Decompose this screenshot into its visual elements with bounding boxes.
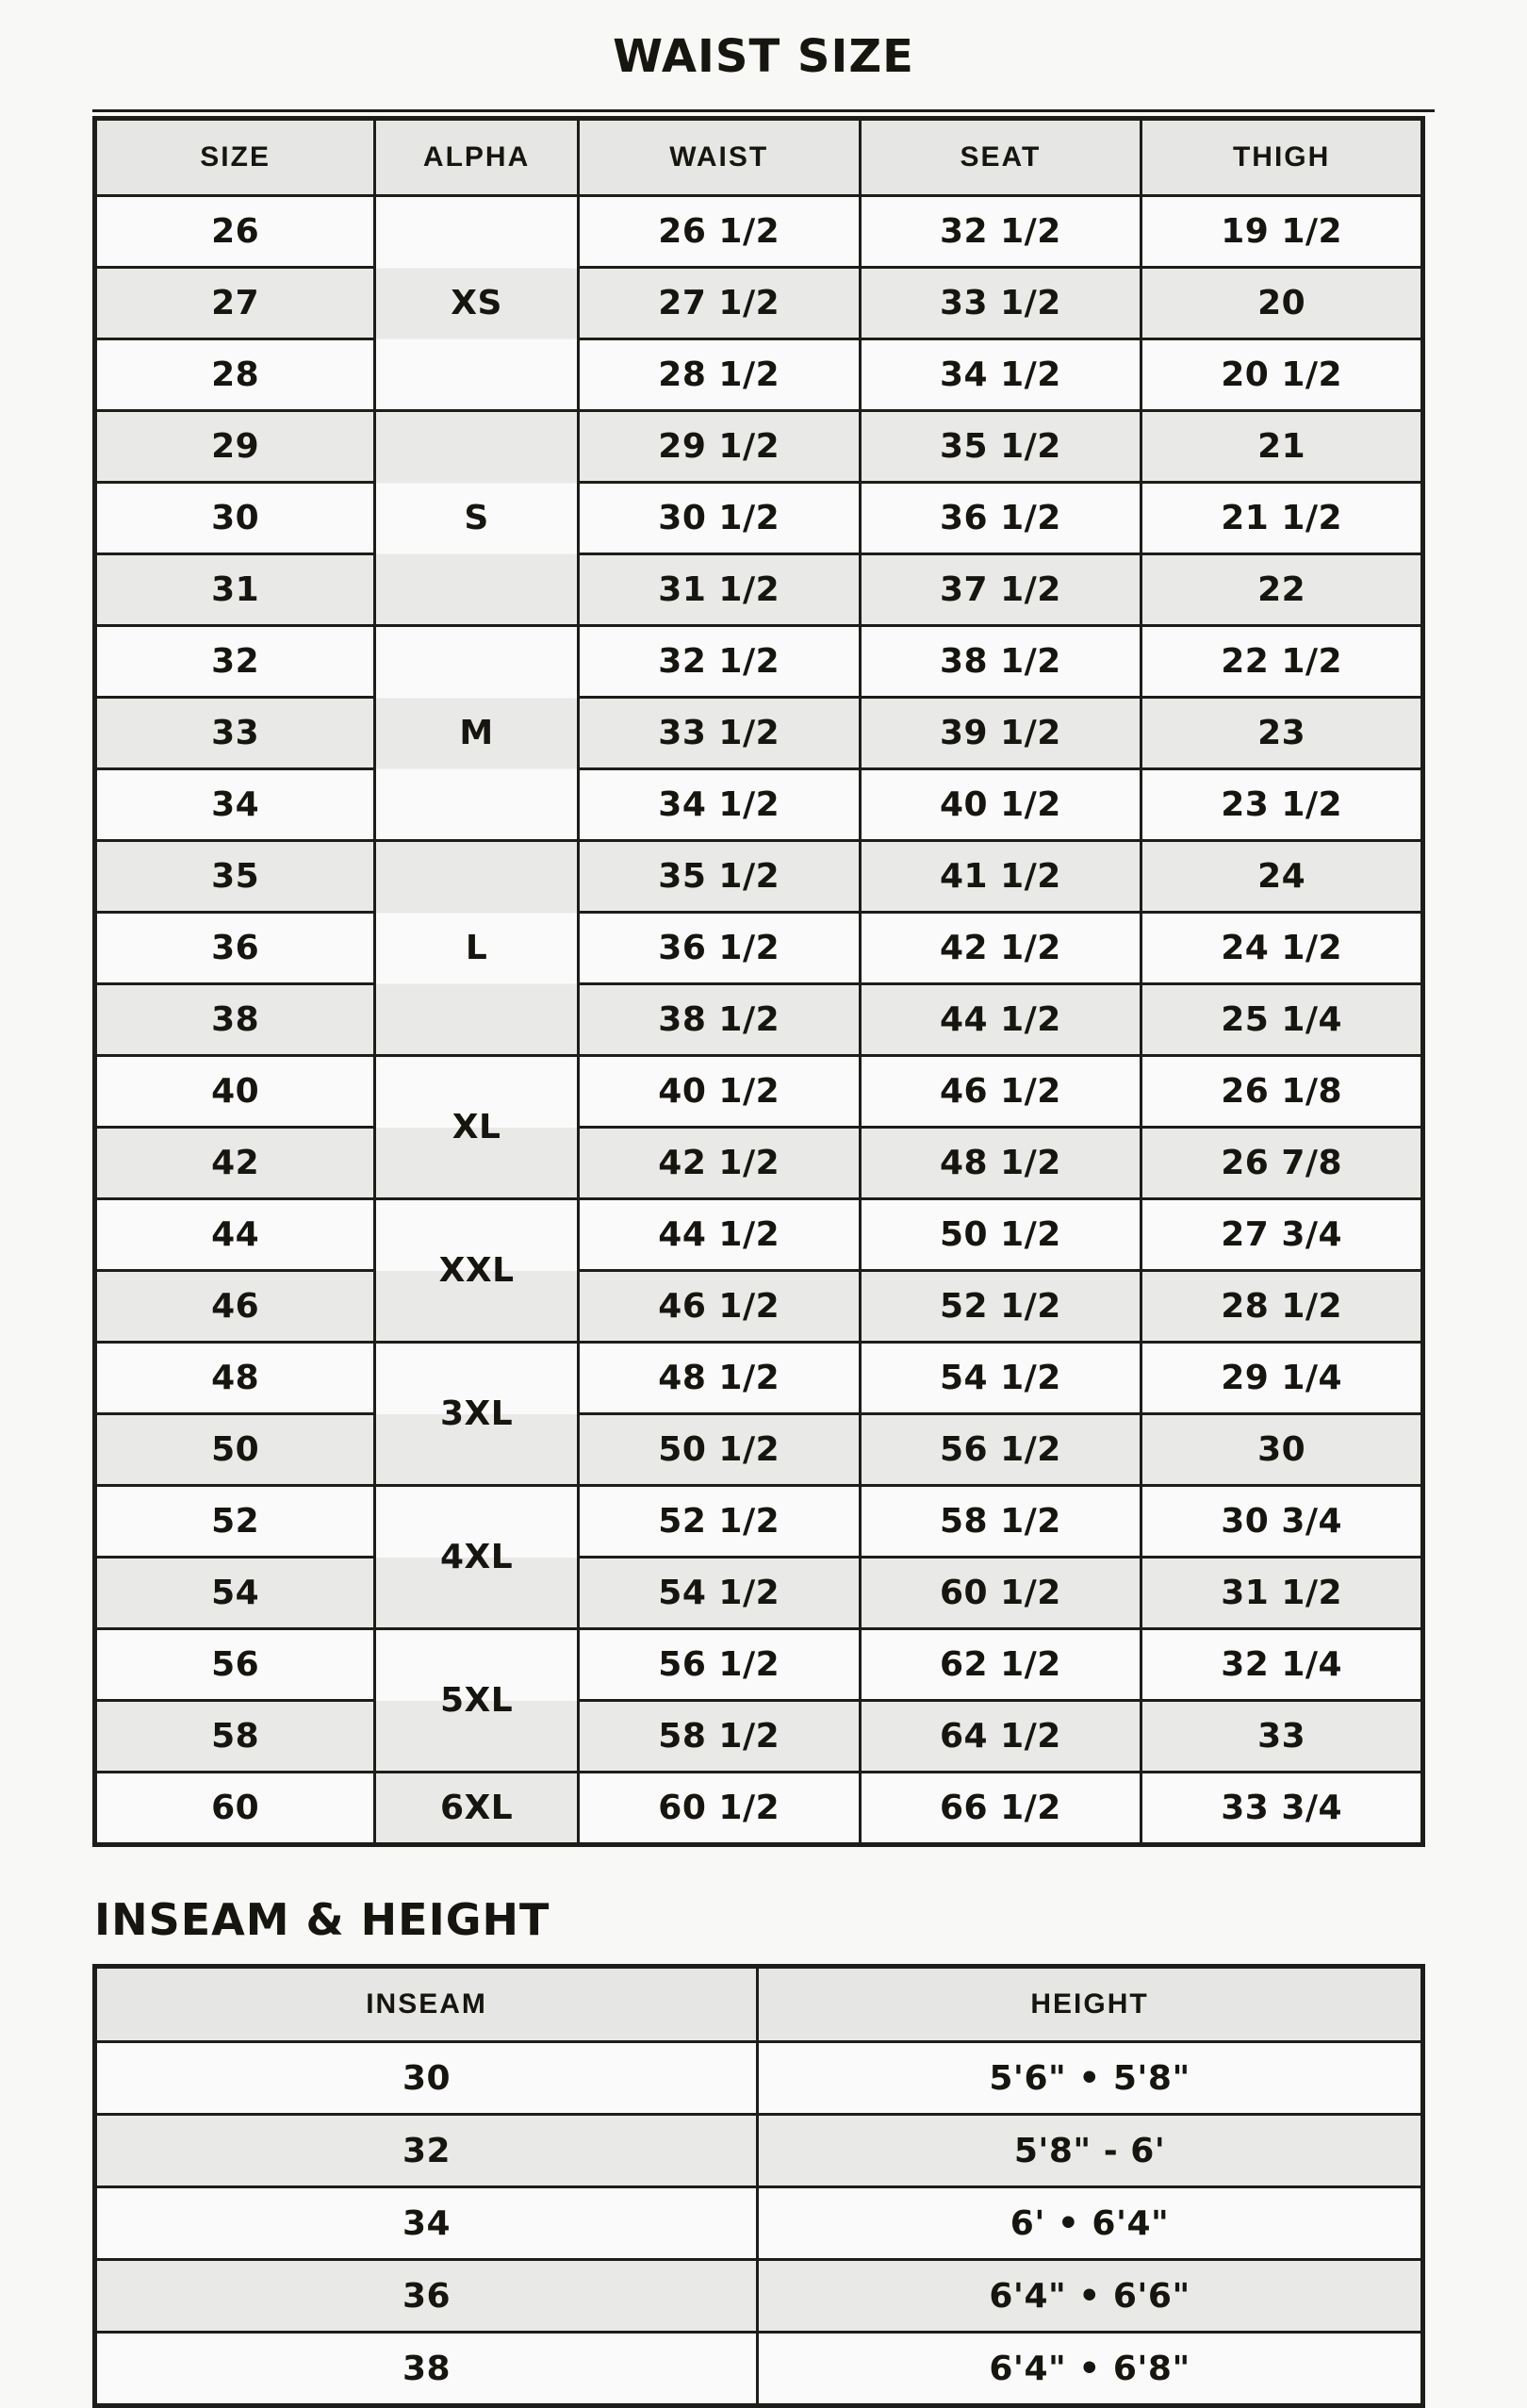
thigh-cell: 23 1/2 [1141, 769, 1423, 841]
size-row [95, 1271, 1423, 1343]
size-row [95, 626, 1423, 698]
seat-cell: 35 1/2 [860, 411, 1141, 483]
size-row [95, 1128, 1423, 1199]
seat-cell: 50 1/2 [860, 1199, 1141, 1271]
thigh-cell: 20 1/2 [1141, 339, 1423, 411]
column-header: HEIGHT [758, 1967, 1423, 2042]
waist-size-table [92, 116, 1425, 1847]
seat-cell: 42 1/2 [860, 913, 1141, 984]
size-cell: 29 [95, 411, 375, 483]
thigh-cell: 19 1/2 [1141, 196, 1423, 268]
alpha-cell: XL [375, 1056, 579, 1199]
alpha-cell: XS [375, 196, 579, 411]
seat-cell: 54 1/2 [860, 1343, 1141, 1414]
inseam-row [95, 2333, 1423, 2406]
thigh-cell: 23 [1141, 698, 1423, 769]
size-row [95, 841, 1423, 913]
size-row [95, 1343, 1423, 1414]
alpha-cell: S [375, 411, 579, 626]
thigh-cell: 33 [1141, 1701, 1423, 1773]
thigh-cell: 26 1/8 [1141, 1056, 1423, 1128]
thigh-cell: 25 1/4 [1141, 984, 1423, 1056]
size-row [95, 1773, 1423, 1845]
seat-cell: 58 1/2 [860, 1486, 1141, 1558]
size-row [95, 1701, 1423, 1773]
seat-cell: 33 1/2 [860, 268, 1141, 339]
waist-cell: 58 1/2 [578, 1701, 860, 1773]
size-row [95, 554, 1423, 626]
size-row [95, 984, 1423, 1056]
alpha-cell: 4XL [375, 1486, 579, 1629]
thigh-cell: 31 1/2 [1141, 1558, 1423, 1629]
inseam-row [95, 2115, 1423, 2187]
waist-cell: 56 1/2 [578, 1629, 860, 1701]
size-cell: 54 [95, 1558, 375, 1629]
seat-cell: 64 1/2 [860, 1701, 1141, 1773]
inseam-row [95, 2042, 1423, 2115]
size-cell: 52 [95, 1486, 375, 1558]
size-cell: 60 [95, 1773, 375, 1845]
size-cell: 26 [95, 196, 375, 268]
alpha-cell: XXL [375, 1199, 579, 1343]
size-cell: 44 [95, 1199, 375, 1271]
seat-cell: 37 1/2 [860, 554, 1141, 626]
seat-cell: 60 1/2 [860, 1558, 1141, 1629]
seat-cell: 52 1/2 [860, 1271, 1141, 1343]
seat-cell: 48 1/2 [860, 1128, 1141, 1199]
column-header: SEAT [860, 119, 1141, 196]
waist-cell: 33 1/2 [578, 698, 860, 769]
seat-cell: 44 1/2 [860, 984, 1141, 1056]
seat-cell: 39 1/2 [860, 698, 1141, 769]
seat-cell: 41 1/2 [860, 841, 1141, 913]
inseam-cell: 36 [95, 2260, 758, 2333]
seat-cell: 46 1/2 [860, 1056, 1141, 1128]
thigh-cell: 30 3/4 [1141, 1486, 1423, 1558]
inseam-cell: 32 [95, 2115, 758, 2187]
size-cell: 32 [95, 626, 375, 698]
size-row [95, 1486, 1423, 1558]
waist-size-title: WAIST SIZE [613, 30, 914, 83]
size-cell: 42 [95, 1128, 375, 1199]
size-cell: 56 [95, 1629, 375, 1701]
column-header: SIZE [95, 119, 375, 196]
size-row [95, 196, 1423, 268]
waist-cell: 42 1/2 [578, 1128, 860, 1199]
thigh-cell: 30 [1141, 1414, 1423, 1486]
height-cell: 5'6" • 5'8" [758, 2042, 1423, 2115]
waist-table-header-row [95, 119, 1423, 196]
size-cell: 38 [95, 984, 375, 1056]
seat-cell: 36 1/2 [860, 483, 1141, 554]
waist-cell: 30 1/2 [578, 483, 860, 554]
thigh-cell: 20 [1141, 268, 1423, 339]
size-cell: 48 [95, 1343, 375, 1414]
size-row [95, 1056, 1423, 1128]
waist-cell: 32 1/2 [578, 626, 860, 698]
thigh-cell: 24 [1141, 841, 1423, 913]
size-cell: 27 [95, 268, 375, 339]
thigh-cell: 21 1/2 [1141, 483, 1423, 554]
size-cell: 33 [95, 698, 375, 769]
inseam-cell: 34 [95, 2187, 758, 2260]
waist-cell: 60 1/2 [578, 1773, 860, 1845]
inseam-height-table [92, 1964, 1425, 2408]
seat-cell: 66 1/2 [860, 1773, 1141, 1845]
waist-table-top-rule [92, 109, 1435, 1847]
alpha-cell: M [375, 626, 579, 841]
waist-cell: 44 1/2 [578, 1199, 860, 1271]
waist-cell: 52 1/2 [578, 1486, 860, 1558]
thigh-cell: 21 [1141, 411, 1423, 483]
waist-cell: 36 1/2 [578, 913, 860, 984]
size-cell: 31 [95, 554, 375, 626]
seat-cell: 38 1/2 [860, 626, 1141, 698]
size-row [95, 913, 1423, 984]
waist-cell: 27 1/2 [578, 268, 860, 339]
column-header: ALPHA [375, 119, 579, 196]
inseam-row [95, 2187, 1423, 2260]
waist-cell: 46 1/2 [578, 1271, 860, 1343]
size-cell: 30 [95, 483, 375, 554]
waist-cell: 34 1/2 [578, 769, 860, 841]
thigh-cell: 26 7/8 [1141, 1128, 1423, 1199]
waist-cell: 54 1/2 [578, 1558, 860, 1629]
thigh-cell: 22 1/2 [1141, 626, 1423, 698]
seat-cell: 40 1/2 [860, 769, 1141, 841]
seat-cell: 62 1/2 [860, 1629, 1141, 1701]
alpha-cell: 5XL [375, 1629, 579, 1773]
size-row [95, 483, 1423, 554]
size-cell: 34 [95, 769, 375, 841]
size-row [95, 1414, 1423, 1486]
alpha-cell: 6XL [375, 1773, 579, 1845]
thigh-cell: 28 1/2 [1141, 1271, 1423, 1343]
inseam-cell: 30 [95, 2042, 758, 2115]
size-row [95, 1558, 1423, 1629]
seat-cell: 32 1/2 [860, 196, 1141, 268]
waist-cell: 35 1/2 [578, 841, 860, 913]
waist-cell: 29 1/2 [578, 411, 860, 483]
thigh-cell: 29 1/4 [1141, 1343, 1423, 1414]
size-row [95, 339, 1423, 411]
size-row [95, 1629, 1423, 1701]
height-cell: 6'4" • 6'8" [758, 2333, 1423, 2406]
size-cell: 35 [95, 841, 375, 913]
size-row [95, 1199, 1423, 1271]
size-cell: 28 [95, 339, 375, 411]
size-cell: 50 [95, 1414, 375, 1486]
seat-cell: 34 1/2 [860, 339, 1141, 411]
inseam-row [95, 2260, 1423, 2333]
thigh-cell: 32 1/4 [1141, 1629, 1423, 1701]
waist-cell: 38 1/2 [578, 984, 860, 1056]
waist-cell: 40 1/2 [578, 1056, 860, 1128]
alpha-cell: L [375, 841, 579, 1056]
column-header: WAIST [578, 119, 860, 196]
inseam-cell: 38 [95, 2333, 758, 2406]
size-cell: 46 [95, 1271, 375, 1343]
waist-cell: 50 1/2 [578, 1414, 860, 1486]
thigh-cell: 24 1/2 [1141, 913, 1423, 984]
waist-cell: 31 1/2 [578, 554, 860, 626]
inseam-table-header-row [95, 1967, 1423, 2042]
thigh-cell: 33 3/4 [1141, 1773, 1423, 1845]
waist-cell: 48 1/2 [578, 1343, 860, 1414]
size-cell: 58 [95, 1701, 375, 1773]
height-cell: 5'8" - 6' [758, 2115, 1423, 2187]
size-row [95, 769, 1423, 841]
size-row [95, 411, 1423, 483]
size-cell: 36 [95, 913, 375, 984]
column-header: THIGH [1141, 119, 1423, 196]
thigh-cell: 27 3/4 [1141, 1199, 1423, 1271]
height-cell: 6' • 6'4" [758, 2187, 1423, 2260]
inseam-height-title: INSEAM & HEIGHT [94, 1894, 550, 1945]
size-cell: 40 [95, 1056, 375, 1128]
column-header: INSEAM [95, 1967, 758, 2042]
height-cell: 6'4" • 6'6" [758, 2260, 1423, 2333]
size-row [95, 268, 1423, 339]
thigh-cell: 22 [1141, 554, 1423, 626]
waist-cell: 26 1/2 [578, 196, 860, 268]
alpha-cell: 3XL [375, 1343, 579, 1486]
waist-cell: 28 1/2 [578, 339, 860, 411]
seat-cell: 56 1/2 [860, 1414, 1141, 1486]
size-row [95, 698, 1423, 769]
